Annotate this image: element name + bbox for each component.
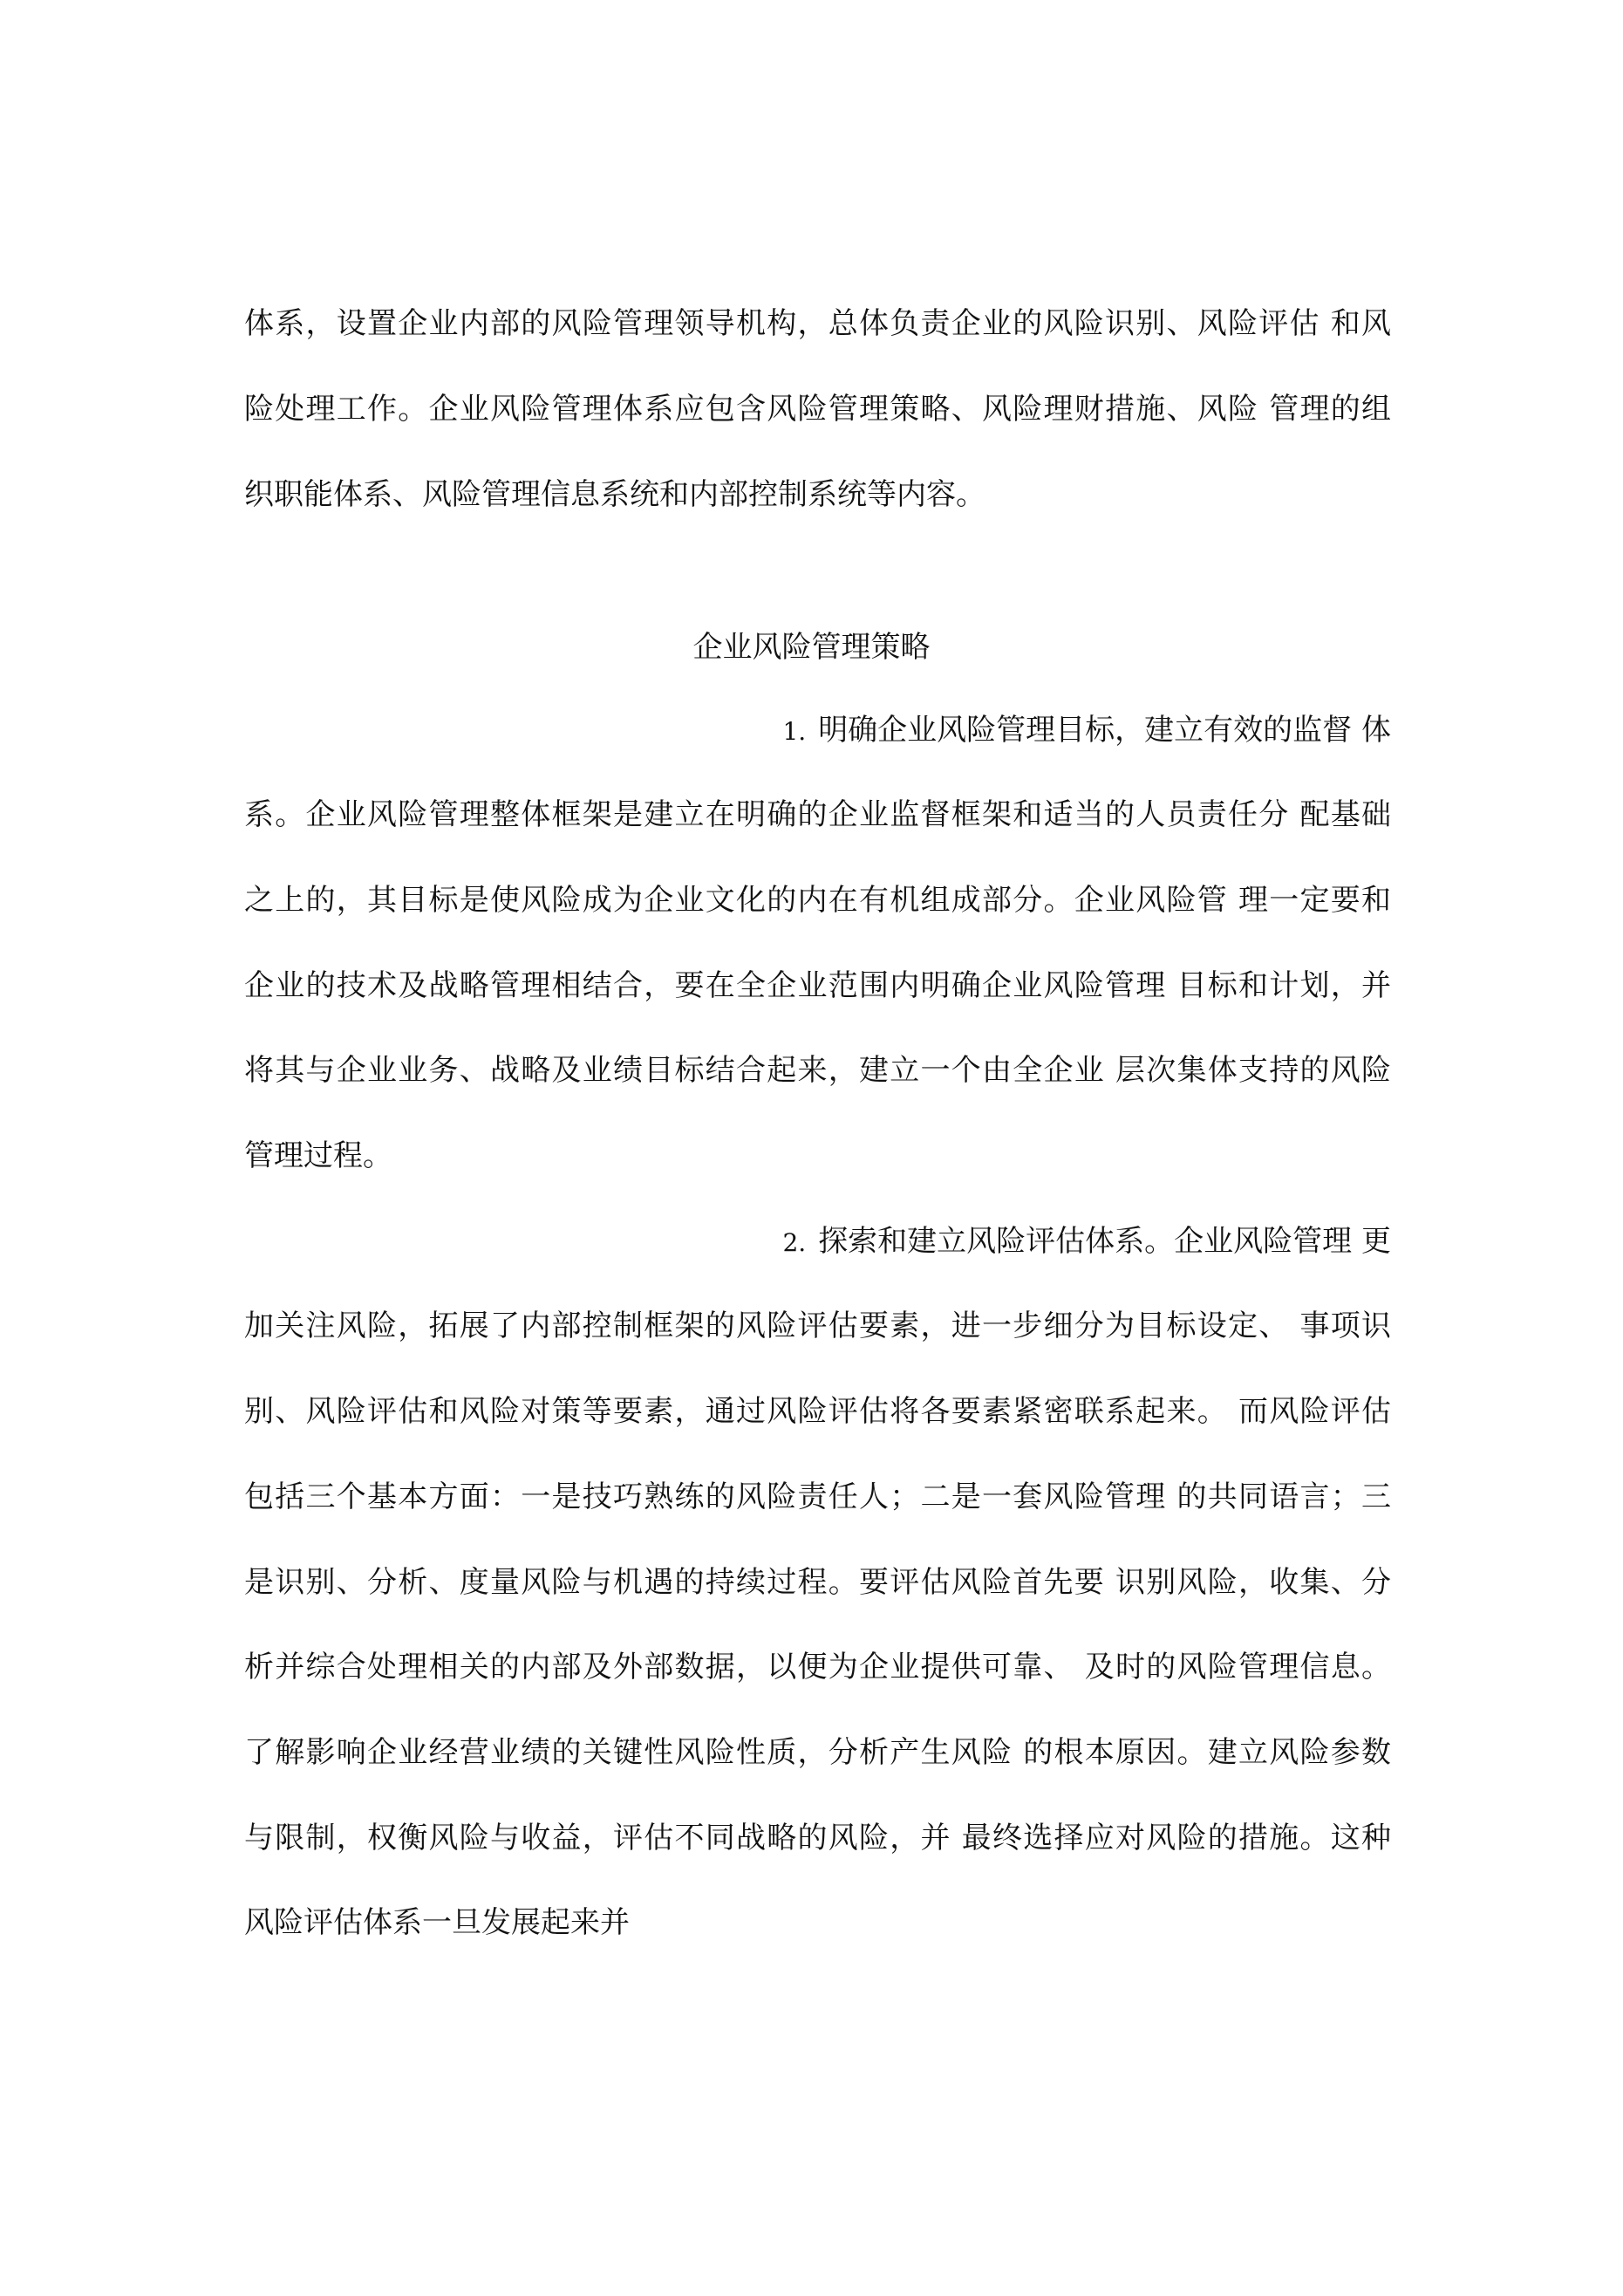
item-1-line-2: 系。企业风险管理整体框架是建立在明确的企业监督框架和适当的人员责任分 配基础 [244,797,1391,832]
intro-line-2: 险处理工作。企业风险管理体系应包含风险管理策略、风险理财措施、风险 管理的组 [244,392,1391,427]
item-2-line-3: 别、风险评估和风险对策等要素，通过风险评估将各要素紧密联系起来。 而风险评估 [244,1394,1391,1429]
item-2-number: 2. [782,1228,807,1257]
section-title: 企业风险管理策略 [692,630,931,665]
item-2-line-4: 包括三个基本方面：一是技巧熟练的风险责任人；二是一套风险管理 的共同语言；三 [244,1479,1391,1514]
item-1-line-6: 管理过程。 [244,1138,392,1173]
item-2-first-text: 探索和建立风险评估体系。企业风险管理 更 [818,1224,1391,1259]
item-1-first-line [244,709,1391,751]
intro-line-1: 体系，设置企业内部的风险管理领导机构，总体负责企业的风险识别、风险评估 和风 [244,306,1391,341]
item-1-line-5: 将其与企业业务、战略及业绩目标结合起来，建立一个由全企业 层次集体支持的风险 [244,1053,1391,1088]
intro-line-3: 织职能体系、风险管理信息系统和内部控制系统等内容。 [244,477,985,512]
item-2-line-5: 是识别、分析、度量风险与机遇的持续过程。要评估风险首先要 识别风险，收集、分 [244,1565,1391,1600]
item-2-line-7: 了解影响企业经营业绩的关键性风险性质，分析产生风险 的根本原因。建立风险参数 [244,1735,1391,1770]
item-1-line-4: 企业的技术及战略管理相结合，要在全企业范围内明确企业风险管理 目标和计划，并 [244,968,1391,1003]
item-1-line-3: 之上的，其目标是使风险成为企业文化的内在有机组成部分。企业风险管 理一定要和 [244,883,1391,918]
item-2-line-6: 析并综合处理相关的内部及外部数据，以便为企业提供可靠、 及时的风险管理信息。 [244,1650,1391,1684]
item-1-first-text: 明确企业风险管理目标，建立有效的监督 体 [818,713,1391,748]
item-2-line-2: 加关注风险，拓展了内部控制框架的风险评估要素，进一步细分为目标设定、 事项识 [244,1309,1391,1343]
item-2-line-9: 风险评估体系一旦发展起来并 [244,1905,630,1940]
item-2-first-line [244,1220,1391,1262]
item-2-line-8: 与限制，权衡风险与收益，评估不同战略的风险，并 最终选择应对风险的措施。这种 [244,1821,1391,1855]
item-1-number: 1. [782,717,807,746]
